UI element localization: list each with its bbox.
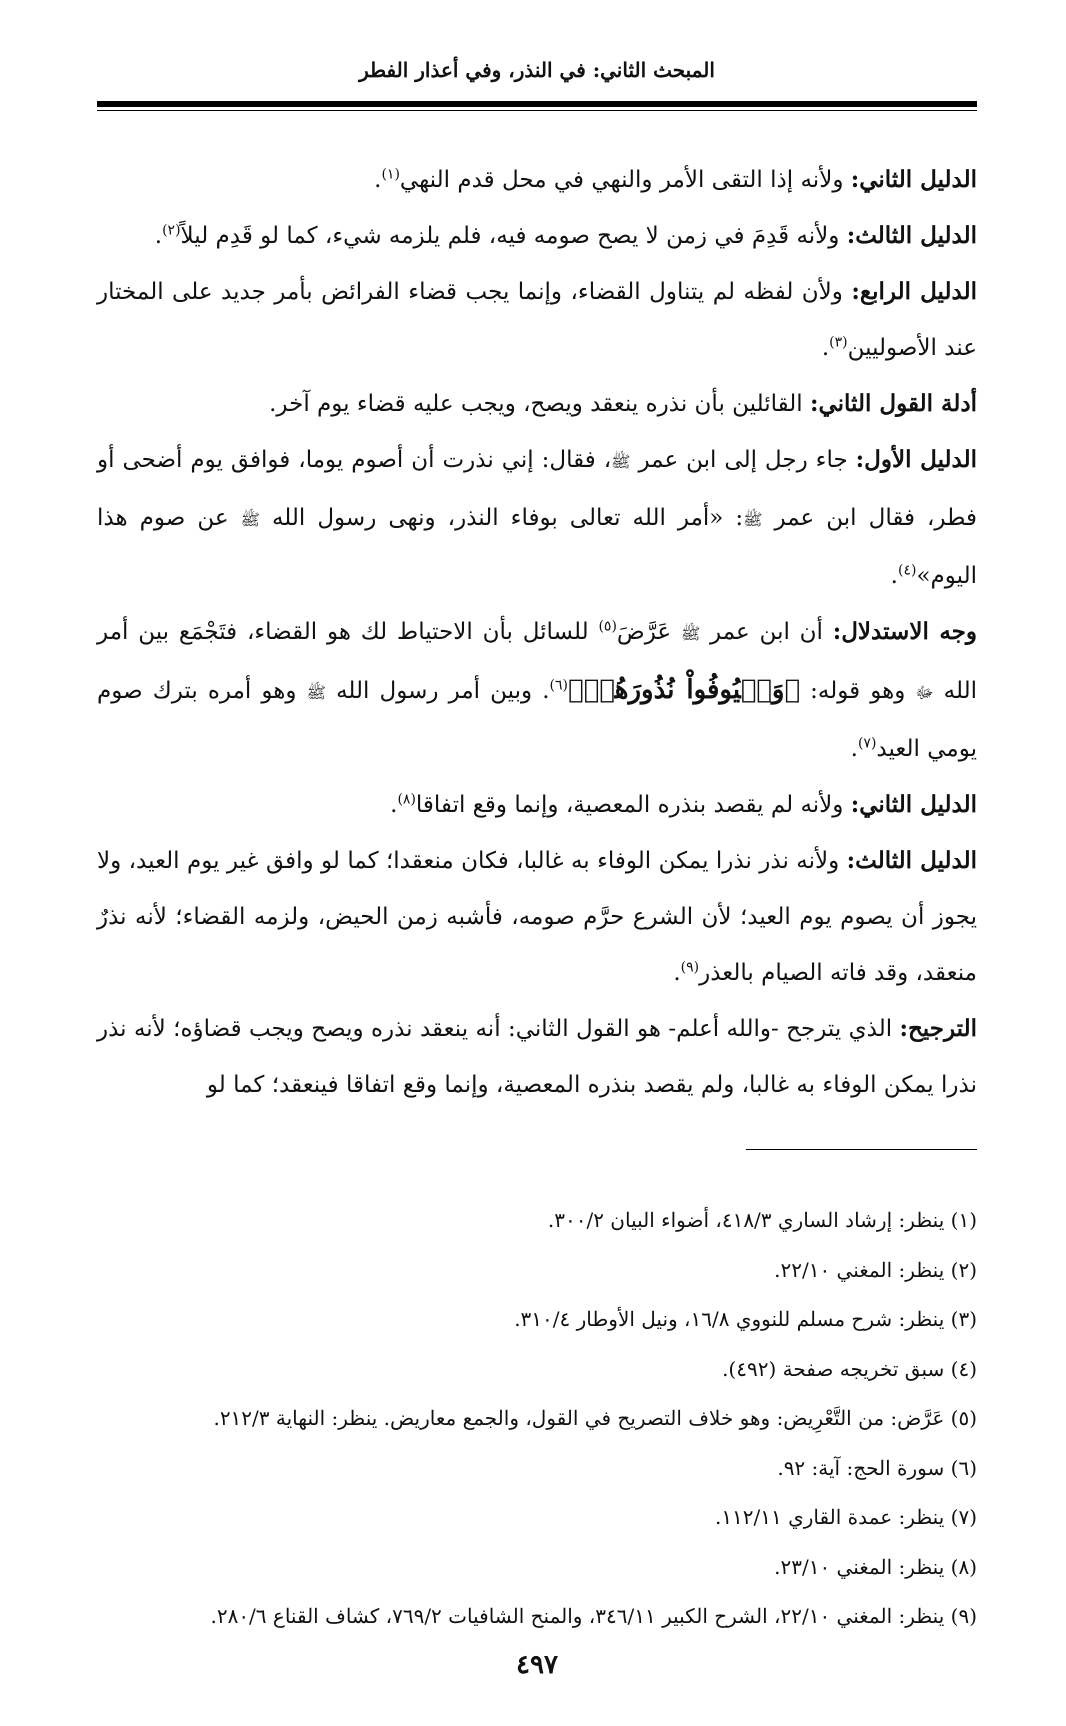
- paragraph-text: ولأنه نذر نذرا يمكن الوفاء به غالبا، فكان منعقدا؛ كما لو وافق غير يوم العيد، ولا يجوز أن يصوم يوم العيد؛ لأن الشرع حرَّم صومه، فأشبه زمن الحيض، ولزمه القضاء؛ لأنه نذرٌ منعقد، وقد فاته الصيام بالعذر: [97, 848, 977, 986]
- honorific-symbol: ﷺ: [743, 510, 763, 529]
- paragraph-text: .: [390, 792, 398, 818]
- honorific-symbol: ﷺ: [240, 510, 260, 529]
- paragraph-heading: الدليل الثاني:: [850, 166, 977, 193]
- footnote-ref[interactable]: (٨): [397, 791, 416, 808]
- honorific-symbol: ﷻ: [915, 683, 934, 702]
- paragraph-third-evidence: [97, 833, 977, 1001]
- paragraph-second-opinion: [97, 376, 977, 432]
- honorific-symbol: ﷺ: [611, 452, 631, 471]
- footnote-ref[interactable]: (٩): [680, 959, 700, 976]
- paragraph-heading: الدليل الثالث:: [846, 222, 977, 249]
- header-thick-rule: [97, 101, 977, 107]
- footnotes: [97, 1196, 977, 1642]
- paragraph-text: : «أمر الله تعالى بوفاء النذر، ونهى رسول الله: [259, 505, 744, 531]
- footnote-4: (٤) سبق تخريجه صفحة (٤٩٢).: [722, 1356, 977, 1381]
- paragraph-text: أن ابن عمر: [700, 619, 833, 645]
- footnote-ref[interactable]: (١): [381, 166, 400, 183]
- paragraph-evidence-4: [97, 264, 977, 376]
- footnote-ref[interactable]: (٧): [857, 735, 877, 752]
- paragraph-second-evidence: [97, 777, 977, 833]
- paragraph-text: عن صوم هذا اليوم»: [97, 505, 977, 589]
- footnote-separator: [746, 1149, 977, 1150]
- footnote-ref[interactable]: (٤): [897, 562, 917, 579]
- footnote-ref[interactable]: (٥): [598, 618, 617, 635]
- paragraph-text: ، فقال: إني نذرت أن أصوم يوما، فوافق يوم أضحى أو فطر، فقال ابن عمر: [97, 447, 977, 531]
- paragraph-heading: الدليل الثالث:: [846, 847, 977, 874]
- footnote-8: (٨) ينظر: المغني ٢٣/١٠.: [774, 1554, 977, 1579]
- paragraph-text: عَرَّضَ: [616, 619, 681, 645]
- paragraph-text: ولأنه إذا التقى الأمر والنهي في محل قدم النهي: [399, 167, 851, 193]
- footnote-7: (٧) ينظر: عمدة القاري ١١٢/١١.: [714, 1505, 977, 1529]
- paragraph-preference: [97, 1001, 977, 1113]
- paragraph-heading: الدليل الثاني:: [850, 791, 977, 818]
- paragraph-heading: الترجيح:: [899, 1015, 977, 1042]
- footnote-ref[interactable]: (٣): [829, 334, 848, 351]
- paragraph-text: .: [821, 335, 830, 361]
- page-number: ٤٩٧: [516, 1650, 558, 1680]
- footnote-ref[interactable]: (٦): [549, 677, 568, 694]
- paragraph-text: القائلين بأن نذره ينعقد ويصح، ويجب عليه قضاء يوم آخر.: [269, 391, 810, 417]
- running-header: المبحث الثاني: في النذر، وفي أعذار الفطر: [359, 58, 715, 82]
- paragraph-inference: [97, 604, 977, 777]
- paragraph-text: ولأنه قَدِمَ في زمن لا يصح صومه فيه، فلم يلزمه شيء، كما لو قَدِم ليلاً: [180, 223, 847, 249]
- paragraph-text: ولأن لفظه لم يتناول القضاء، وإنما يجب قضاء الفرائض بأمر جديد على المختار عند الأصوليين: [97, 279, 977, 361]
- paragraph-text: .: [850, 736, 858, 762]
- header-thin-rule: [97, 110, 977, 111]
- honorific-symbol: ﷺ: [306, 683, 326, 702]
- paragraph-heading: الدليل الأول:: [855, 446, 977, 473]
- footnote-1: (١) ينظر: إرشاد الساري ٤١٨/٣، أضواء البيان ٣٠٠/٢.: [547, 1208, 977, 1232]
- paragraph-evidence-2: [97, 152, 977, 208]
- paragraph-text: .: [154, 223, 163, 249]
- paragraph-text: الذي يترجح -والله أعلم- هو القول الثاني: أنه ينعقد نذره ويصح ويجب قضاؤه؛ لأنه نذر نذرا يمكن الوفاء به غالبا، ولم يقصد بنذره المعصية، وإنما وقع اتفاقا فينعقد؛ كما لو: [97, 1016, 977, 1098]
- footnote-ref[interactable]: (٢): [162, 222, 181, 239]
- footnote-5: (٥) عَرَّض: من التَّعْرِيض: وهو خلاف التصريح في القول، والجمع معاريض. ينظر: النهاية ٢١٢/٣.: [213, 1406, 977, 1430]
- main-text: [97, 152, 977, 1113]
- paragraph-heading: أدلة القول الثاني:: [809, 390, 977, 417]
- paragraph-text: ولأنه لم يقصد بنذره المعصية، وإنما وقع اتفاقا: [415, 792, 851, 818]
- paragraph-text: جاء رجل إلى ابن عمر: [630, 447, 856, 473]
- footnote-6: (٦) سورة الحج: آية: ٩٢.: [777, 1455, 977, 1480]
- paragraph-text: للسائل بأن الاحتياط لك هو القضاء، فتَجْمَع بين أمر الله: [97, 619, 977, 704]
- paragraph-text: . وبين أمر رسول الله: [325, 678, 550, 704]
- paragraph-first-evidence: [97, 432, 977, 604]
- paragraph-text: .: [890, 563, 898, 589]
- honorific-symbol: ﷺ: [680, 624, 701, 643]
- paragraph-heading: وجه الاستدلال:: [832, 618, 977, 645]
- footnote-9: (٩) ينظر: المغني ٢٢/١٠، الشرح الكبير ٣٤٦/١١، والمنح الشافيات ٧٦٩/٢، كشاف القناع ٢٨٠/٦.: [210, 1604, 977, 1628]
- paragraph-evidence-3: [97, 208, 977, 264]
- paragraph-text: .: [673, 960, 681, 986]
- quran-verse: ﴿وَلۡيُوفُواْ نُذُورَهُمۡ﴾: [567, 675, 801, 705]
- paragraph-heading: الدليل الرابع:: [851, 278, 977, 305]
- paragraph-text: .: [374, 167, 382, 193]
- paragraph-text: وهو أمره بترك صوم يومي العيد: [97, 678, 977, 762]
- footnote-2: (٢) ينظر: المغني ٢٢/١٠.: [774, 1257, 977, 1282]
- paragraph-text: وهو قوله:: [800, 678, 916, 704]
- footnote-3: (٣) ينظر: شرح مسلم للنووي ١٦/٨، ونيل الأوطار ٣١٠/٤.: [514, 1307, 977, 1331]
